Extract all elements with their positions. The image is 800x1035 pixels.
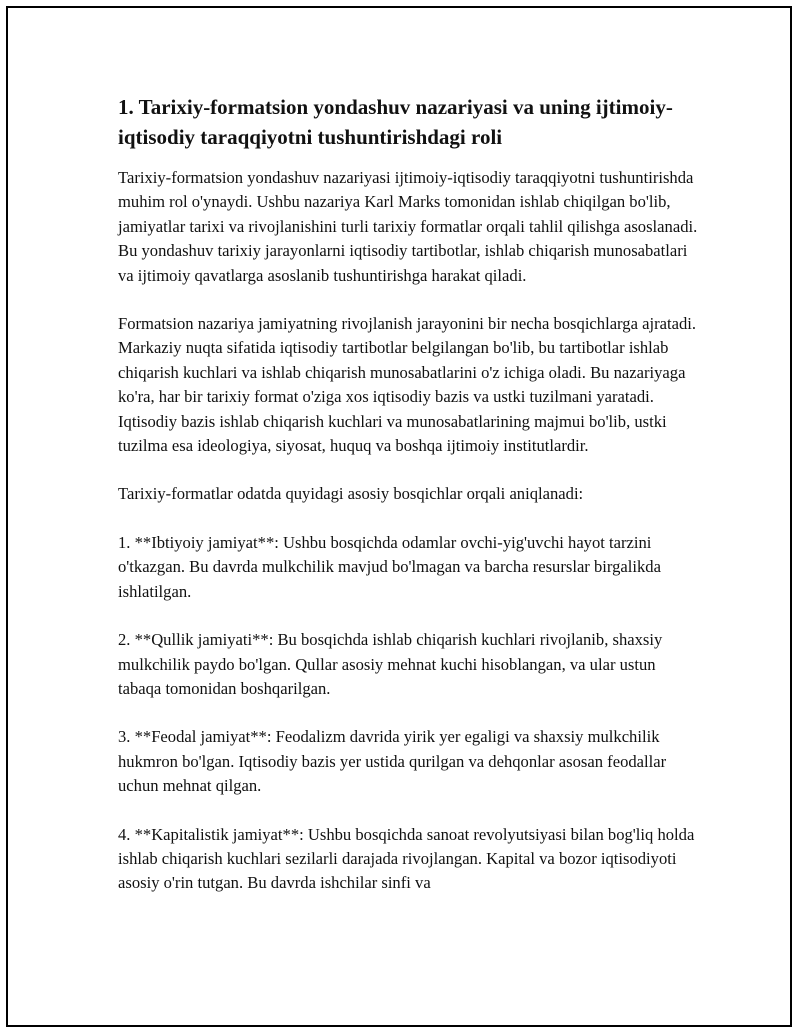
list-item-slave-society: 2. **Qullik jamiyati**: Bu bosqichda ishlab chiqarish kuchlari rivojlanib, shaxsiy mulkchilik paydo bo'lgan. Qullar asosiy mehnat kuchi hisoblangan, va ular ustun tabaqa tomonidan boshqarilgan. xyxy=(118,630,663,698)
document-body xyxy=(118,92,698,920)
section-heading: 1. Tarixiy-formatsion yondashuv nazariyasi va uning ijtimoiy-iqtisodiy taraqqiyotni tushuntirishdagi roli xyxy=(118,95,673,149)
list-item-primitive-society: 1. **Ibtiyoiy jamiyat**: Ushbu bosqichda odamlar ovchi-yig'uvchi hayot tarzini o'tkazgan. Bu davrda mulkchilik mavjud bo'lmagan va barcha resurslar birgalikda ishlatilgan. xyxy=(118,532,661,601)
list-item-feudal-society: 3. **Feodal jamiyat**: Feodalizm davrida yirik yer egaligi va shaxsiy mulkchilik hukmron bo'lgan. Iqtisodiy bazis yer ustida qurilgan va dehqonlar asosan feodallar uchun mehnat qilgan. xyxy=(118,727,667,796)
paragraph-intro: Tarixiy-formatsion yondashuv nazariyasi ijtimoiy-iqtisodiy taraqqiyotni tushuntirishda muhim rol o'ynaydi. Ushbu nazariya Karl Marks tomonidan ishlab chiqilgan bo'lib, jamiyatlar tarixi va rivojlanishini turli tarixiy formatlar orqali tahlil qilishga asoslanadi. Bu yondashuv tarixiy jarayonlarni iqtisodiy tartibotlar, ishlab chiqarish munosabatlari va ijtimoiy qavatlarga asoslanib tushuntirishga harakat qiladi. xyxy=(118,168,698,285)
paragraph-formation-theory: Formatsion nazariya jamiyatning rivojlanish jarayonini bir necha bosqichlarga ajratadi. Markaziy nuqta sifatida iqtisodiy tartibotlar belgilangan bo'lib, bu tartibotlar ishlab chiqarish kuchlari va ishlab chiqarish munosabatlarini o'z ichiga oladi. Bu nazariyaga ko'ra, har bir tarixiy format o'ziga xos iqtisodiy bazis va ustki tuzilmani yaratadi. Iqtisodiy bazis ishlab chiqarish kuchlari va munosabatlarining majmui bo'lib, ustki tuzilma esa ideologiya, siyosat, huquq va boshqa ijtimoiy institutlardir. xyxy=(118,314,696,456)
list-item-capitalist-society: 4. **Kapitalistik jamiyat**: Ushbu bosqichda sanoat revolyutsiyasi bilan bog'liq holda ishlab chiqarish kuchlari sezilarli darajada rivojlangan. Kapital va bozor iqtisodiyoti asosiy o'rin tutgan. Bu davrda ishchilar sinfi va xyxy=(118,824,695,893)
paragraph-stages-intro: Tarixiy-formatlar odatda quyidagi asosiy bosqichlar orqali aniqlanadi: xyxy=(118,484,584,504)
